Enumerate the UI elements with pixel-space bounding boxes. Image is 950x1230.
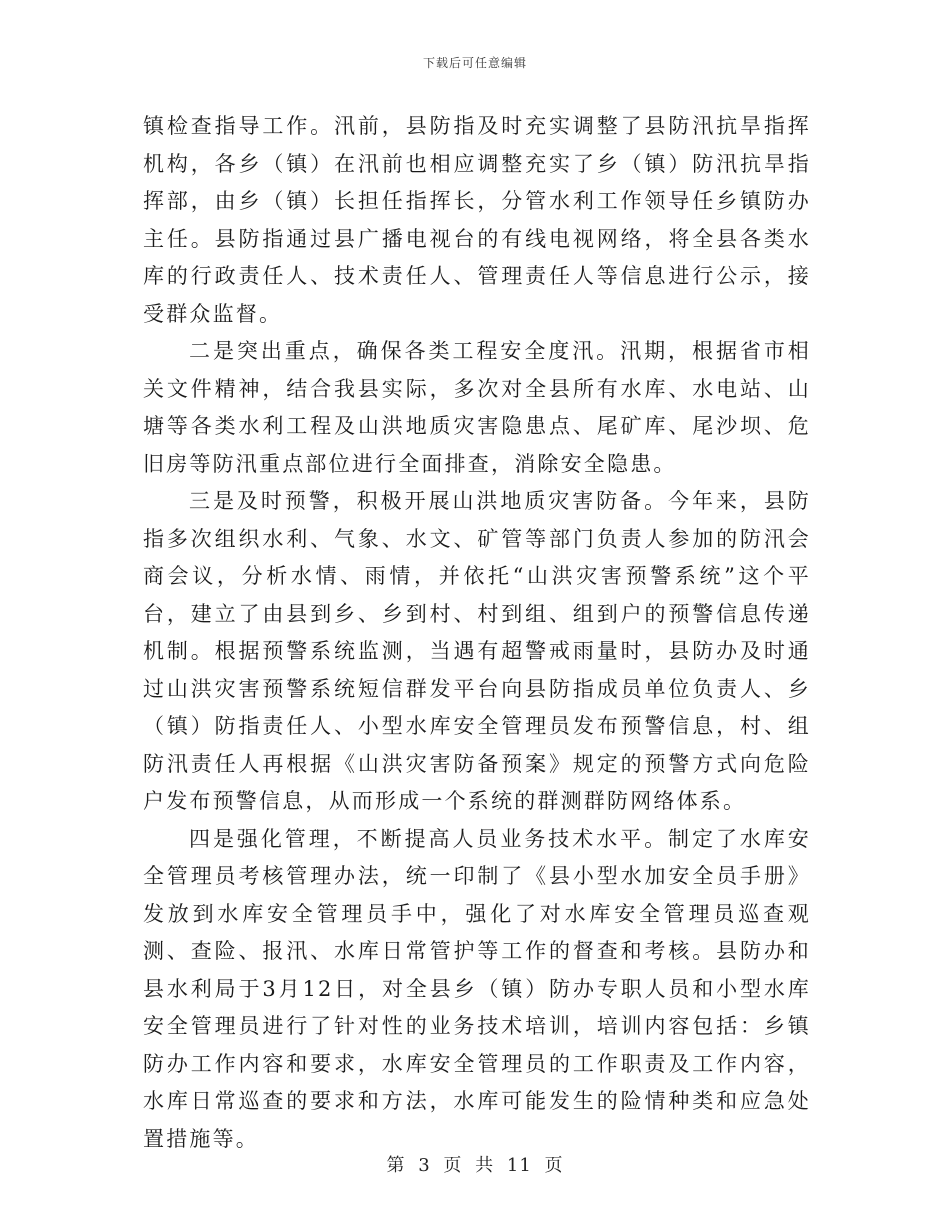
paragraph-point-three: 三是及时预警，积极开展山洪地质灾害防备。今年来，县防指多次组织水利、气象、水文、矿管等部门负责人参加的防汛会商会议，分析水情、雨情，并依托“山洪灾害预警系统”这个平台，建立了由县到乡、乡到村、村到组、组到户的预警信息传递机制。根据预警系统监测，当遇有超警戒雨量时，县防办及时通过山洪灾害预警系统短信群发平台向县防指成员单位负责人、乡（镇）防指责任人、小型水库安全管理员发布预警信息，村、组防汛责任人再根据《山洪灾害防备预案》规定的预警方式向危险户发布预警信息，从而形成一个系统的群测群防网络体系。 — [143, 489, 811, 813]
paragraph-point-four: 四是强化管理，不断提高人员业务技术水平。制定了水库安全管理员考核管理办法，统一印制了《县小型水加安全员手册》发放到水库安全管理员手中，强化了对水库安全管理员巡查观测、查险、报汛、水库日常管护等工作的督查和考核。县防办和县水利局于3月12日，对全县乡（镇）防办专职人员和小型水库安全管理员进行了针对性的业务技术培训，培训内容包括：乡镇防办工作内容和要求，水库安全管理员的工作职责及工作内容，水库日常巡查的要求和方法，水库可能发生的险情种类和应急处置措施等。 — [143, 826, 811, 1151]
footer-label-page: 第 — [386, 1155, 406, 1176]
footer-label-page-unit: 页 — [443, 1155, 463, 1176]
footer-current-page: 3 — [418, 1155, 431, 1176]
footer-label-total-unit: 页 — [544, 1155, 564, 1176]
document-body — [143, 108, 811, 1158]
paragraph-point-two: 二是突出重点，确保各类工程安全度汛。汛期，根据省市相关文件精神，结合我县实际，多次对全县所有水库、水电站、山塘等各类水利工程及山洪地质灾害隐患点、尾矿库、尾沙坝、危旧房等防汛重点部位进行全面排查，消除安全隐患。 — [143, 339, 811, 476]
footer-label-total: 共 — [475, 1155, 495, 1176]
page-number-footer — [0, 1151, 950, 1177]
footer-total-pages: 11 — [506, 1155, 532, 1176]
paragraph-continuation: 镇检查指导工作。汛前，县防指及时充实调整了县防汛抗旱指挥机构，各乡（镇）在汛前也相应调整充实了乡（镇）防汛抗旱指挥部，由乡（镇）长担任指挥长，分管水利工作领导任乡镇防办主任。县防指通过县广播电视台的有线电视网络，将全县各类水库的行政责任人、技术责任人、管理责任人等信息进行公示，接受群众监督。 — [143, 114, 811, 326]
page-header: 下载后可任意编辑 — [422, 56, 527, 70]
